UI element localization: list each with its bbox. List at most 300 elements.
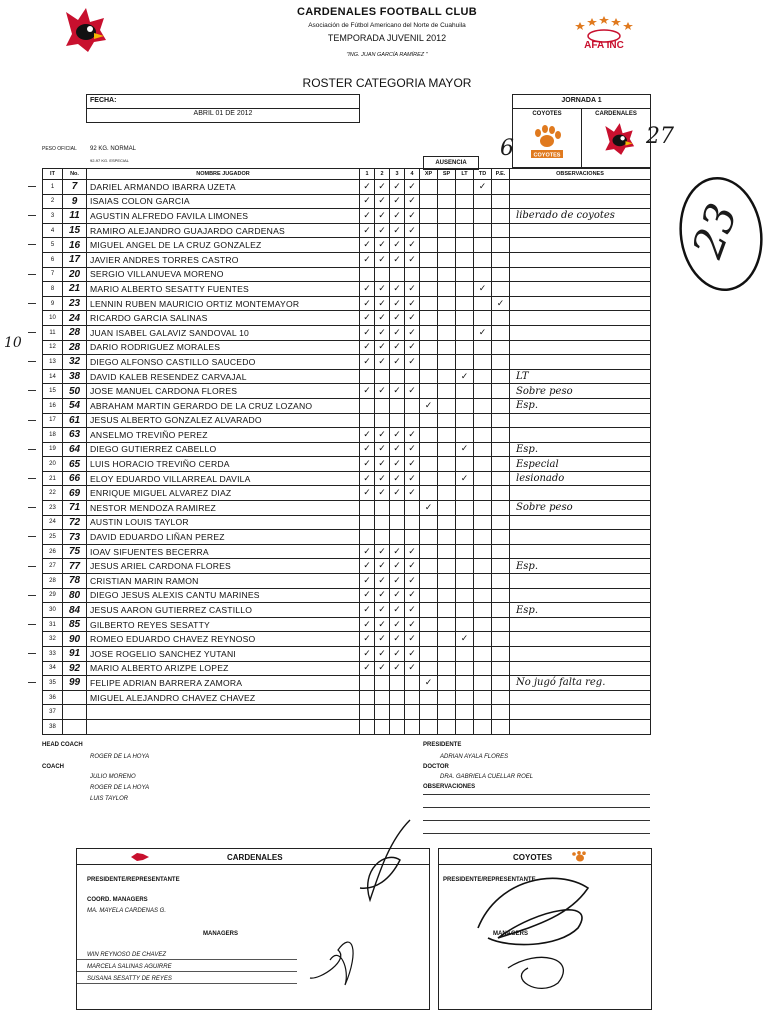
row-it: 36 xyxy=(43,690,63,705)
row-number: 65 xyxy=(63,457,87,472)
row-pe xyxy=(492,501,510,516)
row-player-name: DIEGO JESUS ALEXIS CANTU MARINES xyxy=(87,588,360,603)
row-it: 26 xyxy=(43,544,63,559)
row-pe xyxy=(492,369,510,384)
table-row xyxy=(43,471,651,486)
row-q1: ✓ xyxy=(360,325,375,340)
margin-tick-mark xyxy=(28,303,36,304)
row-player-name: ABRAHAM MARTIN GERARDO DE LA CRUZ LOZANO xyxy=(87,398,360,413)
row-number xyxy=(63,690,87,705)
row-pe xyxy=(492,340,510,355)
row-q2: ✓ xyxy=(375,355,390,370)
row-observation: liberado de coyotes xyxy=(510,209,651,224)
row-pe xyxy=(492,588,510,603)
row-td xyxy=(474,194,492,209)
row-q4: ✓ xyxy=(405,471,420,486)
header-td: TD xyxy=(474,169,492,180)
row-sp xyxy=(438,632,456,647)
row-pe xyxy=(492,325,510,340)
row-xp xyxy=(420,559,438,574)
margin-tick-mark xyxy=(28,682,36,683)
row-td xyxy=(474,413,492,428)
cardenales-president-label: PRESIDENTE/REPRESENTANTE xyxy=(87,877,180,883)
row-number: 90 xyxy=(63,632,87,647)
row-number: 17 xyxy=(63,252,87,267)
row-player-name: NESTOR MENDOZA RAMIREZ xyxy=(87,501,360,516)
row-q3: ✓ xyxy=(390,603,405,618)
table-row xyxy=(43,384,651,399)
row-q3: ✓ xyxy=(390,632,405,647)
row-q2: ✓ xyxy=(375,209,390,224)
row-q3: ✓ xyxy=(390,311,405,326)
row-observation xyxy=(510,705,651,720)
row-q4 xyxy=(405,398,420,413)
row-q4 xyxy=(405,719,420,734)
header-it: IT xyxy=(43,169,63,180)
row-xp xyxy=(420,719,438,734)
margin-tick-mark xyxy=(28,478,36,479)
row-q4: ✓ xyxy=(405,209,420,224)
row-lt: ✓ xyxy=(456,442,474,457)
row-xp xyxy=(420,486,438,501)
row-q2: ✓ xyxy=(375,238,390,253)
row-q2 xyxy=(375,530,390,545)
row-pe xyxy=(492,530,510,545)
row-it: 32 xyxy=(43,632,63,647)
margin-tick-mark xyxy=(28,186,36,187)
row-xp xyxy=(420,661,438,676)
row-observation xyxy=(510,515,651,530)
row-q3 xyxy=(390,369,405,384)
table-row xyxy=(43,311,651,326)
margin-tick-mark xyxy=(28,653,36,654)
absence-header: AUSENCIA xyxy=(423,156,479,170)
row-observation xyxy=(510,428,651,443)
header-xp: XP xyxy=(420,169,438,180)
row-pe: ✓ xyxy=(492,296,510,311)
row-q2 xyxy=(375,369,390,384)
row-q4 xyxy=(405,413,420,428)
row-lt xyxy=(456,544,474,559)
row-q4: ✓ xyxy=(405,603,420,618)
observations-label: OBSERVACIONES xyxy=(423,784,476,790)
table-row xyxy=(43,442,651,457)
row-observation xyxy=(510,530,651,545)
header-lt: LT xyxy=(456,169,474,180)
coyote-paw-logo xyxy=(527,123,567,161)
row-q1: ✓ xyxy=(360,384,375,399)
row-q1 xyxy=(360,398,375,413)
header-q2: 2 xyxy=(375,169,390,180)
row-q1: ✓ xyxy=(360,603,375,618)
row-q1 xyxy=(360,267,375,282)
row-q2: ✓ xyxy=(375,661,390,676)
table-row xyxy=(43,355,651,370)
row-q1 xyxy=(360,530,375,545)
row-q4 xyxy=(405,515,420,530)
row-td xyxy=(474,369,492,384)
row-q3: ✓ xyxy=(390,325,405,340)
jornada-team-cardenales: CARDENALES xyxy=(595,111,637,117)
header-name: NOMBRE JUGADOR xyxy=(87,169,360,180)
row-xp xyxy=(420,544,438,559)
row-xp xyxy=(420,617,438,632)
row-q4: ✓ xyxy=(405,647,420,662)
row-xp xyxy=(420,603,438,618)
row-q4: ✓ xyxy=(405,340,420,355)
afa-logo-text: AFA INC xyxy=(584,40,624,51)
row-player-name: RICARDO GARCIA SALINAS xyxy=(87,311,360,326)
margin-tick-mark xyxy=(28,566,36,567)
row-number: 92 xyxy=(63,661,87,676)
row-number: 28 xyxy=(63,340,87,355)
row-player-name: ISAIAS COLON GARCIA xyxy=(87,194,360,209)
row-it: 38 xyxy=(43,719,63,734)
margin-tick-mark xyxy=(28,244,36,245)
row-xp xyxy=(420,180,438,195)
row-q1: ✓ xyxy=(360,209,375,224)
row-xp xyxy=(420,311,438,326)
row-q1: ✓ xyxy=(360,544,375,559)
row-pe xyxy=(492,544,510,559)
row-q3: ✓ xyxy=(390,355,405,370)
row-q4: ✓ xyxy=(405,457,420,472)
row-lt xyxy=(456,428,474,443)
row-q2: ✓ xyxy=(375,574,390,589)
row-sp xyxy=(438,325,456,340)
row-q4: ✓ xyxy=(405,661,420,676)
row-td xyxy=(474,238,492,253)
row-player-name: MIGUEL ALEJANDRO CHAVEZ CHAVEZ xyxy=(87,690,360,705)
table-row xyxy=(43,515,651,530)
row-td: ✓ xyxy=(474,282,492,297)
row-q2: ✓ xyxy=(375,311,390,326)
row-sp xyxy=(438,311,456,326)
row-q4: ✓ xyxy=(405,252,420,267)
row-td xyxy=(474,544,492,559)
row-observation xyxy=(510,632,651,647)
row-td xyxy=(474,705,492,720)
row-it: 1 xyxy=(43,180,63,195)
row-xp xyxy=(420,209,438,224)
row-xp xyxy=(420,632,438,647)
row-q1 xyxy=(360,705,375,720)
row-q4: ✓ xyxy=(405,486,420,501)
row-sp xyxy=(438,501,456,516)
president-label: PRESIDENTE xyxy=(423,742,462,748)
row-observation: LT xyxy=(510,369,651,384)
row-q3 xyxy=(390,501,405,516)
table-row xyxy=(43,209,651,224)
row-xp xyxy=(420,194,438,209)
date-divider xyxy=(87,108,359,109)
row-q1: ✓ xyxy=(360,194,375,209)
row-lt xyxy=(456,384,474,399)
row-sp xyxy=(438,588,456,603)
row-player-name: GILBERTO REYES SESATTY xyxy=(87,617,360,632)
row-number xyxy=(63,705,87,720)
row-q4: ✓ xyxy=(405,296,420,311)
row-player-name: SERGIO VILLANUEVA MORENO xyxy=(87,267,360,282)
row-lt xyxy=(456,515,474,530)
header-q4: 4 xyxy=(405,169,420,180)
date-label: FECHA: xyxy=(90,97,117,104)
row-q4: ✓ xyxy=(405,442,420,457)
row-lt xyxy=(456,676,474,691)
row-number: 16 xyxy=(63,238,87,253)
row-q3: ✓ xyxy=(390,486,405,501)
row-td xyxy=(474,719,492,734)
row-q3 xyxy=(390,267,405,282)
row-player-name: JAVIER ANDRES TORRES CASTRO xyxy=(87,252,360,267)
row-it: 30 xyxy=(43,603,63,618)
row-q2: ✓ xyxy=(375,442,390,457)
row-it: 2 xyxy=(43,194,63,209)
row-number: 85 xyxy=(63,617,87,632)
row-lt xyxy=(456,296,474,311)
row-q1: ✓ xyxy=(360,311,375,326)
row-player-name xyxy=(87,719,360,734)
row-it: 13 xyxy=(43,355,63,370)
margin-tick-mark xyxy=(28,390,36,391)
row-xp xyxy=(420,442,438,457)
row-it: 23 xyxy=(43,501,63,516)
season-title: TEMPORADA JUVENIL 2012 xyxy=(327,33,447,43)
row-q2: ✓ xyxy=(375,180,390,195)
row-lt xyxy=(456,267,474,282)
row-td xyxy=(474,267,492,282)
row-q2 xyxy=(375,413,390,428)
row-q4 xyxy=(405,705,420,720)
row-player-name: AUSTIN LOUIS TAYLOR xyxy=(87,515,360,530)
row-player-name xyxy=(87,705,360,720)
row-observation xyxy=(510,223,651,238)
row-player-name: CRISTIAN MARIN RAMON xyxy=(87,574,360,589)
row-sp xyxy=(438,252,456,267)
row-q2: ✓ xyxy=(375,544,390,559)
row-sp xyxy=(438,471,456,486)
row-q2: ✓ xyxy=(375,603,390,618)
row-number: 73 xyxy=(63,530,87,545)
margin-tick-mark xyxy=(28,215,36,216)
row-it: 27 xyxy=(43,559,63,574)
header-observations: OBSERVACIONES xyxy=(510,169,651,180)
row-q4: ✓ xyxy=(405,617,420,632)
row-observation xyxy=(510,355,651,370)
table-row xyxy=(43,559,651,574)
row-sp xyxy=(438,676,456,691)
row-td: ✓ xyxy=(474,180,492,195)
row-observation: Especial xyxy=(510,457,651,472)
row-number: 21 xyxy=(63,282,87,297)
row-td xyxy=(474,632,492,647)
row-sp xyxy=(438,705,456,720)
row-xp xyxy=(420,457,438,472)
row-q3 xyxy=(390,705,405,720)
row-player-name: ELOY EDUARDO VILLARREAL DAVILA xyxy=(87,471,360,486)
row-pe xyxy=(492,267,510,282)
row-sp xyxy=(438,603,456,618)
cardenales-title: CARDENALES xyxy=(227,853,283,862)
row-q4 xyxy=(405,267,420,282)
row-lt xyxy=(456,194,474,209)
row-td xyxy=(474,223,492,238)
row-player-name: MIGUEL ANGEL DE LA CRUZ GONZALEZ xyxy=(87,238,360,253)
row-td xyxy=(474,296,492,311)
row-q3: ✓ xyxy=(390,194,405,209)
row-pe xyxy=(492,705,510,720)
row-sp xyxy=(438,384,456,399)
row-lt xyxy=(456,719,474,734)
row-td xyxy=(474,501,492,516)
row-q3 xyxy=(390,398,405,413)
row-lt xyxy=(456,705,474,720)
coord-managers-label: COORD. MANAGERS xyxy=(87,897,148,903)
row-q1 xyxy=(360,501,375,516)
row-number: 64 xyxy=(63,442,87,457)
row-q3: ✓ xyxy=(390,544,405,559)
table-row xyxy=(43,486,651,501)
row-q4: ✓ xyxy=(405,194,420,209)
row-number: 84 xyxy=(63,603,87,618)
row-q3: ✓ xyxy=(390,180,405,195)
cardinal-mini-icon xyxy=(129,851,151,863)
row-number: 20 xyxy=(63,267,87,282)
table-row xyxy=(43,632,651,647)
row-it: 31 xyxy=(43,617,63,632)
row-it: 15 xyxy=(43,384,63,399)
row-xp xyxy=(420,296,438,311)
row-it: 18 xyxy=(43,428,63,443)
row-q2 xyxy=(375,515,390,530)
row-q1 xyxy=(360,690,375,705)
row-lt xyxy=(456,457,474,472)
row-q3: ✓ xyxy=(390,457,405,472)
row-q1: ✓ xyxy=(360,457,375,472)
row-td xyxy=(474,398,492,413)
row-td xyxy=(474,661,492,676)
cardinal-logo-small xyxy=(601,121,637,157)
row-number: 63 xyxy=(63,428,87,443)
row-it: 24 xyxy=(43,515,63,530)
margin-note: 10 xyxy=(4,335,22,351)
row-observation xyxy=(510,690,651,705)
row-it: 37 xyxy=(43,705,63,720)
row-td xyxy=(474,530,492,545)
row-pe xyxy=(492,238,510,253)
row-sp xyxy=(438,544,456,559)
table-row xyxy=(43,574,651,589)
row-q4: ✓ xyxy=(405,325,420,340)
row-it: 4 xyxy=(43,223,63,238)
row-sp xyxy=(438,355,456,370)
coyotes-title: COYOTES xyxy=(513,853,553,862)
row-pe xyxy=(492,574,510,589)
row-td xyxy=(474,384,492,399)
row-td xyxy=(474,457,492,472)
table-row xyxy=(43,238,651,253)
header-q1: 1 xyxy=(360,169,375,180)
row-it: 17 xyxy=(43,413,63,428)
row-number: 61 xyxy=(63,413,87,428)
weight-normal: 92 KG. NORMAL xyxy=(90,146,137,152)
table-row xyxy=(43,501,651,516)
row-it: 10 xyxy=(43,311,63,326)
row-q4: ✓ xyxy=(405,559,420,574)
row-q3: ✓ xyxy=(390,647,405,662)
row-observation xyxy=(510,647,651,662)
table-row xyxy=(43,647,651,662)
row-sp xyxy=(438,457,456,472)
row-observation xyxy=(510,544,651,559)
row-q1 xyxy=(360,413,375,428)
row-q3 xyxy=(390,530,405,545)
row-q2: ✓ xyxy=(375,282,390,297)
row-it: 7 xyxy=(43,267,63,282)
row-number: 54 xyxy=(63,398,87,413)
row-sp xyxy=(438,209,456,224)
row-q2: ✓ xyxy=(375,559,390,574)
row-q1: ✓ xyxy=(360,559,375,574)
row-q3: ✓ xyxy=(390,428,405,443)
row-observation xyxy=(510,719,651,734)
row-q2: ✓ xyxy=(375,325,390,340)
row-pe xyxy=(492,486,510,501)
row-observation xyxy=(510,180,651,195)
table-row xyxy=(43,588,651,603)
row-xp xyxy=(420,515,438,530)
score-cardenales: 27 xyxy=(646,124,674,149)
row-q2: ✓ xyxy=(375,252,390,267)
row-number: 72 xyxy=(63,515,87,530)
row-xp xyxy=(420,267,438,282)
row-player-name: LENNIN RUBEN MAURICIO ORTIZ MONTEMAYOR xyxy=(87,296,360,311)
row-pe xyxy=(492,661,510,676)
row-sp xyxy=(438,180,456,195)
row-sp xyxy=(438,428,456,443)
row-sp xyxy=(438,515,456,530)
row-pe xyxy=(492,223,510,238)
row-q3: ✓ xyxy=(390,282,405,297)
row-number: 24 xyxy=(63,311,87,326)
row-q3: ✓ xyxy=(390,209,405,224)
row-it: 21 xyxy=(43,471,63,486)
row-observation xyxy=(510,267,651,282)
row-q4: ✓ xyxy=(405,384,420,399)
row-observation: Esp. xyxy=(510,442,651,457)
row-number: 7 xyxy=(63,180,87,195)
row-lt xyxy=(456,282,474,297)
row-player-name: LUIS HORACIO TREVIÑO CERDA xyxy=(87,457,360,472)
row-number: 80 xyxy=(63,588,87,603)
row-td xyxy=(474,442,492,457)
row-sp xyxy=(438,223,456,238)
table-row xyxy=(43,690,651,705)
row-player-name: ROMEO EDUARDO CHAVEZ REYNOSO xyxy=(87,632,360,647)
row-q4: ✓ xyxy=(405,180,420,195)
row-q1: ✓ xyxy=(360,588,375,603)
row-q2: ✓ xyxy=(375,588,390,603)
row-q1: ✓ xyxy=(360,442,375,457)
table-row xyxy=(43,617,651,632)
row-xp xyxy=(420,223,438,238)
row-q2 xyxy=(375,267,390,282)
row-td xyxy=(474,617,492,632)
row-q2 xyxy=(375,690,390,705)
row-sp xyxy=(438,267,456,282)
row-pe xyxy=(492,442,510,457)
row-q4: ✓ xyxy=(405,223,420,238)
